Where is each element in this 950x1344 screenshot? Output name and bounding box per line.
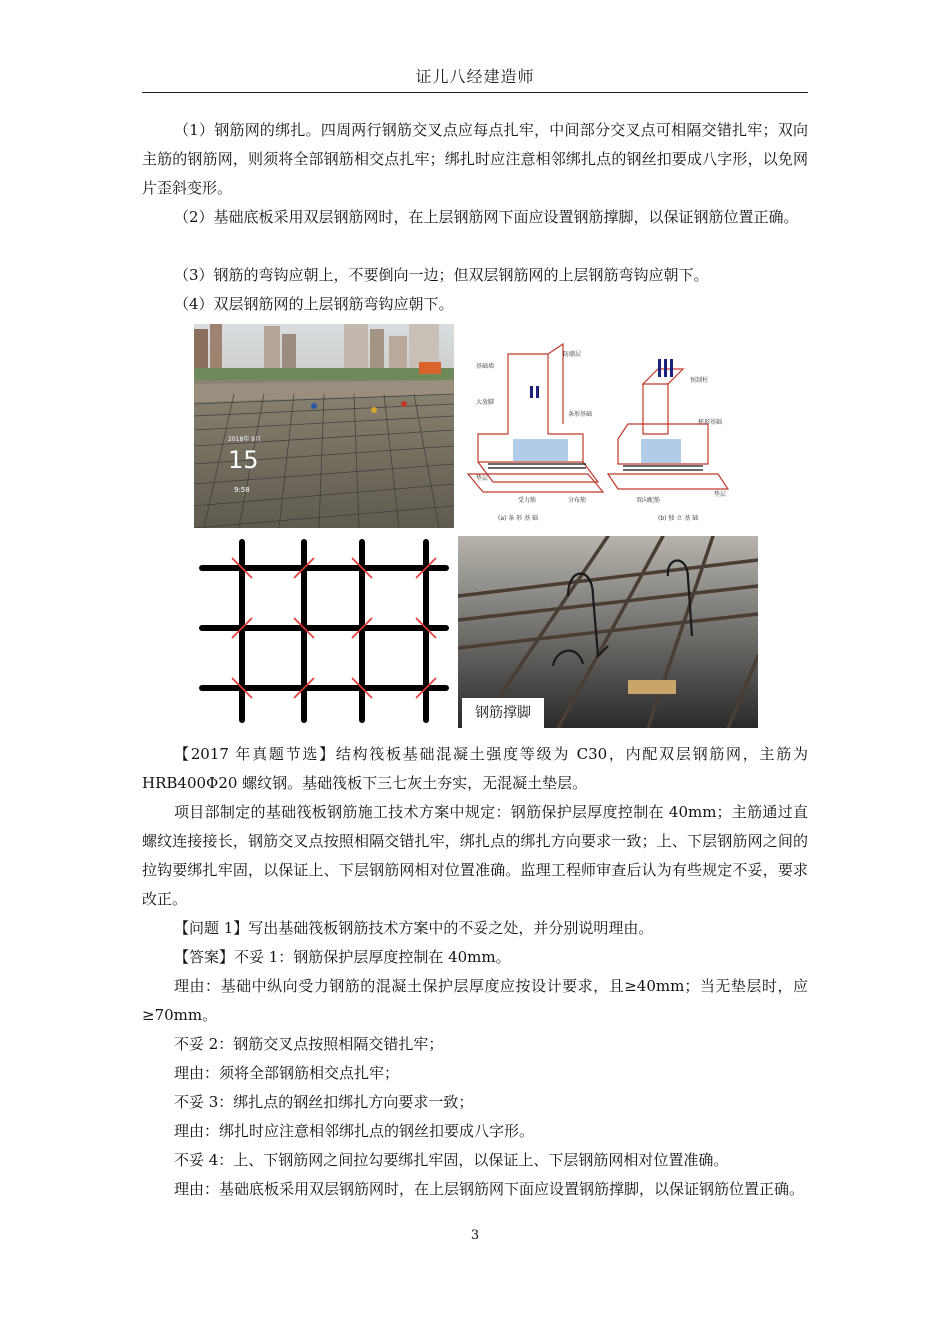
diagram-caption-strip: (a) 条 形 基 础 bbox=[498, 515, 538, 522]
diagram-label-strip-foundation: 条形基础 bbox=[568, 411, 593, 418]
paragraph-binding-rule-1: （1）钢筋网的绑扎。四周两行钢筋交叉点应每点扎牢，中间部分交叉点可相隔交错扎牢；双向主筋的钢筋网，则须将全部钢筋相交点扎牢；绑扎时应注意相邻绑扎点的钢丝扣要成八字形，以免网片歪斜变形。 bbox=[142, 121, 808, 197]
header-divider bbox=[142, 92, 808, 93]
diagram-label-foundation-wall: 基础墙 bbox=[476, 363, 495, 370]
answer-heading: 【答案】不妥 1：钢筋保护层厚度控制在 40mm。 bbox=[174, 948, 511, 966]
diagram-label-cushion-left: 垫层 bbox=[476, 475, 489, 482]
site-rebar-photo bbox=[194, 324, 454, 528]
flaw-4: 不妥 4：上、下钢筋网之间拉勾要绑扎牢固，以保证上、下层钢筋网相对位置准确。 bbox=[174, 1151, 729, 1169]
question-1: 【问题 1】写出基础筏板钢筋技术方案中的不妥之处，并分别说明理由。 bbox=[174, 919, 654, 937]
diagram-label-footing: 大放脚 bbox=[476, 399, 495, 406]
diagram-label-two-way-rebar: 双向配筋 bbox=[636, 497, 661, 504]
rebar-chair-label: 钢筋撑脚 bbox=[462, 698, 544, 728]
flaw-2: 不妥 2：钢筋交叉点按照相隔交错扎牢； bbox=[174, 1035, 444, 1053]
rebar-grid-tie-diagram bbox=[194, 536, 454, 728]
diagram-caption-isolated: (b) 独 立 基 础 bbox=[658, 515, 699, 522]
diagram-label-precast-column: 预制柱 bbox=[690, 377, 709, 384]
flaw-3: 不妥 3：绑扎点的钢丝扣绑扎方向要求一致； bbox=[174, 1093, 474, 1111]
reason-2: 理由：须将全部钢筋相交点扎牢； bbox=[174, 1064, 400, 1082]
reason-3: 理由：绑扎时应注意相邻绑扎点的钢丝扣要成八字形。 bbox=[174, 1122, 535, 1140]
diagram-label-distribution-rebar: 分布筋 bbox=[568, 497, 587, 504]
diagram-label-main-rebar: 受力筋 bbox=[518, 497, 537, 504]
diagram-label-damp-proof: 防潮层 bbox=[563, 351, 582, 358]
diagram-label-cup-foundation: 杯形基础 bbox=[698, 419, 723, 426]
exam-scheme: 项目部制定的基础筏板钢筋施工技术方案中规定：钢筋保护层厚度控制在 40mm；主筋通过直螺纹连接接长，钢筋交叉点按照相隔交错扎牢，绑扎点的绑扎方向要求一致；上、下层钢筋网之间的拉钩要绑扎牢固，以保证上、下层钢筋网相对位置准确。监理工程师审查后认为有些规定不妥，要求改正。 bbox=[142, 803, 808, 908]
diagram-label-cushion-right: 垫层 bbox=[714, 491, 727, 498]
paragraph-binding-rule-3: （3）钢筋的弯钩应朝上，不要倒向一边；但双层钢筋网的上层钢筋弯钩应朝下。 bbox=[174, 266, 709, 284]
foundation-diagram bbox=[458, 324, 758, 528]
reason-4: 理由：基础底板采用双层钢筋网时，在上层钢筋网下面应设置钢筋撑脚，以保证钢筋位置正确。 bbox=[174, 1180, 805, 1198]
photo-stamp-number: 15 bbox=[228, 446, 259, 474]
photo-stamp-time: 9:58 bbox=[234, 486, 250, 494]
page-header: 证儿八经建造师 bbox=[415, 67, 535, 86]
exam-intro: 【2017 年真题节选】结构筏板基础混凝土强度等级为 C30，内配双层钢筋网，主筋为 HRB400Φ20 螺纹钢。基础筏板下三七灰土夯实，无混凝土垫层。 bbox=[142, 745, 808, 792]
paragraph-binding-rule-2: （2）基础底板采用双层钢筋网时，在上层钢筋网下面应设置钢筋撑脚，以保证钢筋位置正确。 bbox=[174, 208, 799, 226]
reason-1: 理由：基础中纵向受力钢筋的混凝土保护层厚度应按设计要求，且≥40mm；当无垫层时，应≥70mm。 bbox=[142, 977, 808, 1024]
page-number: 3 bbox=[470, 1228, 480, 1243]
paragraph-binding-rule-4: （4）双层钢筋网的上层钢筋弯钩应朝下。 bbox=[174, 295, 454, 313]
photo-stamp-date: 2018年 9月 bbox=[228, 436, 261, 443]
